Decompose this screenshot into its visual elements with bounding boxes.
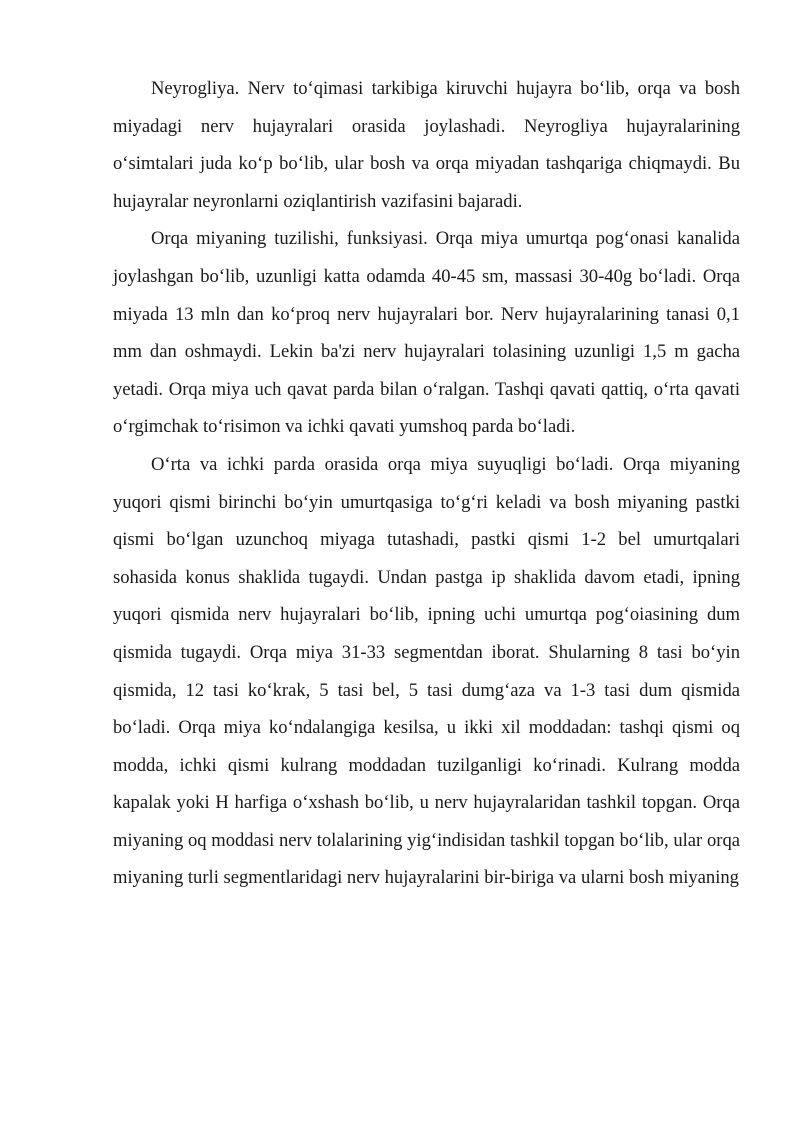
paragraph-neyrogliya: Neyrogliya. Nerv toʻqimasi tarkibiga kiruvchi hujayra boʻlib, orqa va bosh miyadagi nerv hujayralari orasida joylashadi. Neyrogliya hujayralarining oʻsimtalari juda koʻp boʻlib, ular bosh va orqa miyadan tashqariga chiqmaydi. Bu hujayralar neyronlarni oziqlantirish vazifasini bajaradi. — [113, 78, 740, 212]
paragraph-orqa-miya-pardalari: Oʻrta va ichki parda orasida orqa miya suyuqligi boʻladi. Orqa miyaning yuqori qismi birinchi boʻyin umurtqasiga toʻgʻri keladi va bosh miyaning pastki qismi boʻlgan uzunchoq miyaga tutashadi, pastki qismi 1-2 bel umurtqalari sohasida konus shaklida tugaydi. Undan pastga ip shaklida davom etadi, ipning yuqori qismida nerv hujayralari boʻlib, ipning uchi umurtqa pogʻoiasining dum qismida tugaydi. Orqa miya 31-33 segmentdan iborat. Shularning 8 tasi boʻyin qismida, 12 tasi koʻkrak, 5 tasi bel, 5 tasi dumgʻaza va 1-3 tasi dum qismida boʻladi. Orqa miya koʻndalangiga kesilsa, u ikki xil moddadan: tashqi qismi oq modda, ichki qismi kulrang moddadan tuzilganligi koʻrinadi. Kulrang modda kapalak yoki H harfiga oʻxshash boʻlib, u nerv hujayralaridan tashkil topgan. Orqa miyaning oq moddasi nerv tolalarining yigʻindisidan tashkil topgan boʻlib, ular orqa miyaning turli segmentlaridagi nerv hujayralarini bir-biriga va ularni bosh miyaning — [113, 453, 740, 889]
paragraph-orqa-miya-tuzilishi: Orqa miyaning tuzilishi, funksiyasi. Orqa miya umurtqa pogʻonasi kanalida joylashgan boʻlib, uzunligi katta odamda 40-45 sm, massasi 30-40g boʻladi. Orqa miyada 13 mln dan koʻproq nerv hujayralari bor. Nerv hujayralarining tanasi 0,1 mm dan oshmaydi. Lekin ba'zi nerv hujayralari tolasining uzunligi 1,5 m gacha yetadi. Orqa miya uch qavat parda bilan oʻralgan. Tashqi qavati qattiq, oʻrta qavati oʻrgimchak toʻrisimon va ichki qavati yumshoq parda boʻladi. — [113, 228, 740, 438]
document-page — [113, 70, 740, 897]
